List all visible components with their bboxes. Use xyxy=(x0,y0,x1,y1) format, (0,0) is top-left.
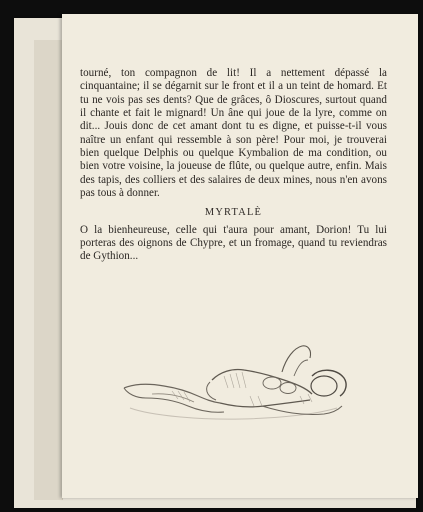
paragraph-dialogue-1: tourné, ton compagnon de lit! Il a nettement dépassé la cinquantaine; il se dégarnit sur le front et il a un teint de homard. Et tu ne vois pas ses dents? Que de grâces, ô Dioscures, surtout quand il chante et fait le mignard! Un âne qui joue de la lyre, comme on dit... Jouis donc de cet amant dont tu es digne, et puisse-t-il vous naître un enfant qui ressemble à son père! Pour moi, je trouverai bien quelque Delphis ou quelque Kymbalion de ma condition, ou bien votre voisine, la joueuse de flûte, ou quelque autre, enfin. Mais des tapis, des colliers et des salaires de deux mines, nous n'en avons pas tous à donner. xyxy=(80,67,387,200)
paragraph-dialogue-2: O la bienheureuse, celle qui t'aura pour amant, Dorion! Tu lui porteras des oignons de Chypre, et un fromage, quand tu reviendras de Gythion... xyxy=(80,223,387,263)
folder-flap xyxy=(34,40,63,500)
reclining-figure-illustration xyxy=(112,336,352,431)
book-page xyxy=(62,14,418,498)
page-text xyxy=(80,67,387,264)
speaker-name: MYRTALÈ xyxy=(204,207,263,219)
